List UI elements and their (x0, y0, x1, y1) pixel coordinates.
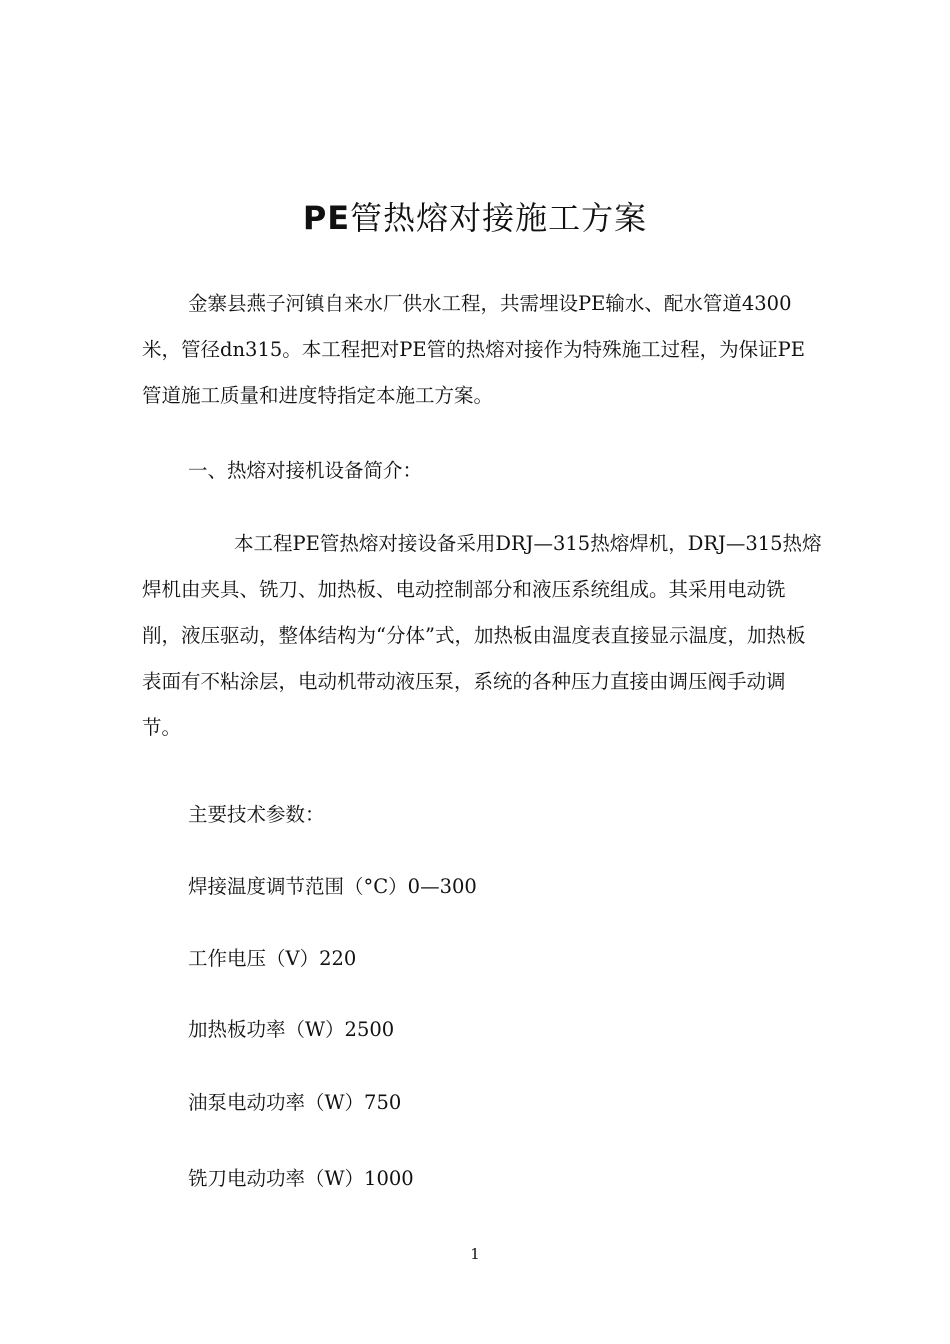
section1-paragraph: 本工程PE管热熔对接设备采用DRJ—315热熔焊机，DRJ—315热熔焊机由夹具、铣刀、加热板、电动控制部分和液压系统组成。其采用电动铣削，液压驱动，整体结构为“分体”式，加热板由温度表直接显示温度，加热板表面有不粘涂层，电动机带动液压泵，系统的各种压力直接由调压阀手动调节。 (142, 532, 822, 739)
param-item: 油泵电动功率（W）750 (188, 1091, 402, 1114)
section1-heading: 一、热熔对接机设备简介： (188, 459, 423, 482)
param-item: 加热板功率（W）2500 (188, 1018, 395, 1041)
title-latin-part: PE (302, 199, 351, 237)
param-item: 工作电压（V）220 (188, 947, 357, 970)
param-item: 铣刀电动功率（W）1000 (188, 1167, 414, 1190)
page-number: 1 (470, 1245, 480, 1263)
params-heading: 主要技术参数： (188, 803, 325, 826)
intro-paragraph: 金寨县燕子河镇自来水厂供水工程，共需埋设PE输水、配水管道4300米，管径dn315。本工程把对PE管的热熔对接作为特殊施工过程，为保证PE管道施工质量和进度特指定本施工方案。 (142, 292, 805, 407)
param-item: 焊接温度调节范围（°C）0—300 (188, 875, 477, 898)
document-title (0, 196, 950, 240)
title-chinese-part: 管热熔对接施工方案 (350, 199, 648, 237)
